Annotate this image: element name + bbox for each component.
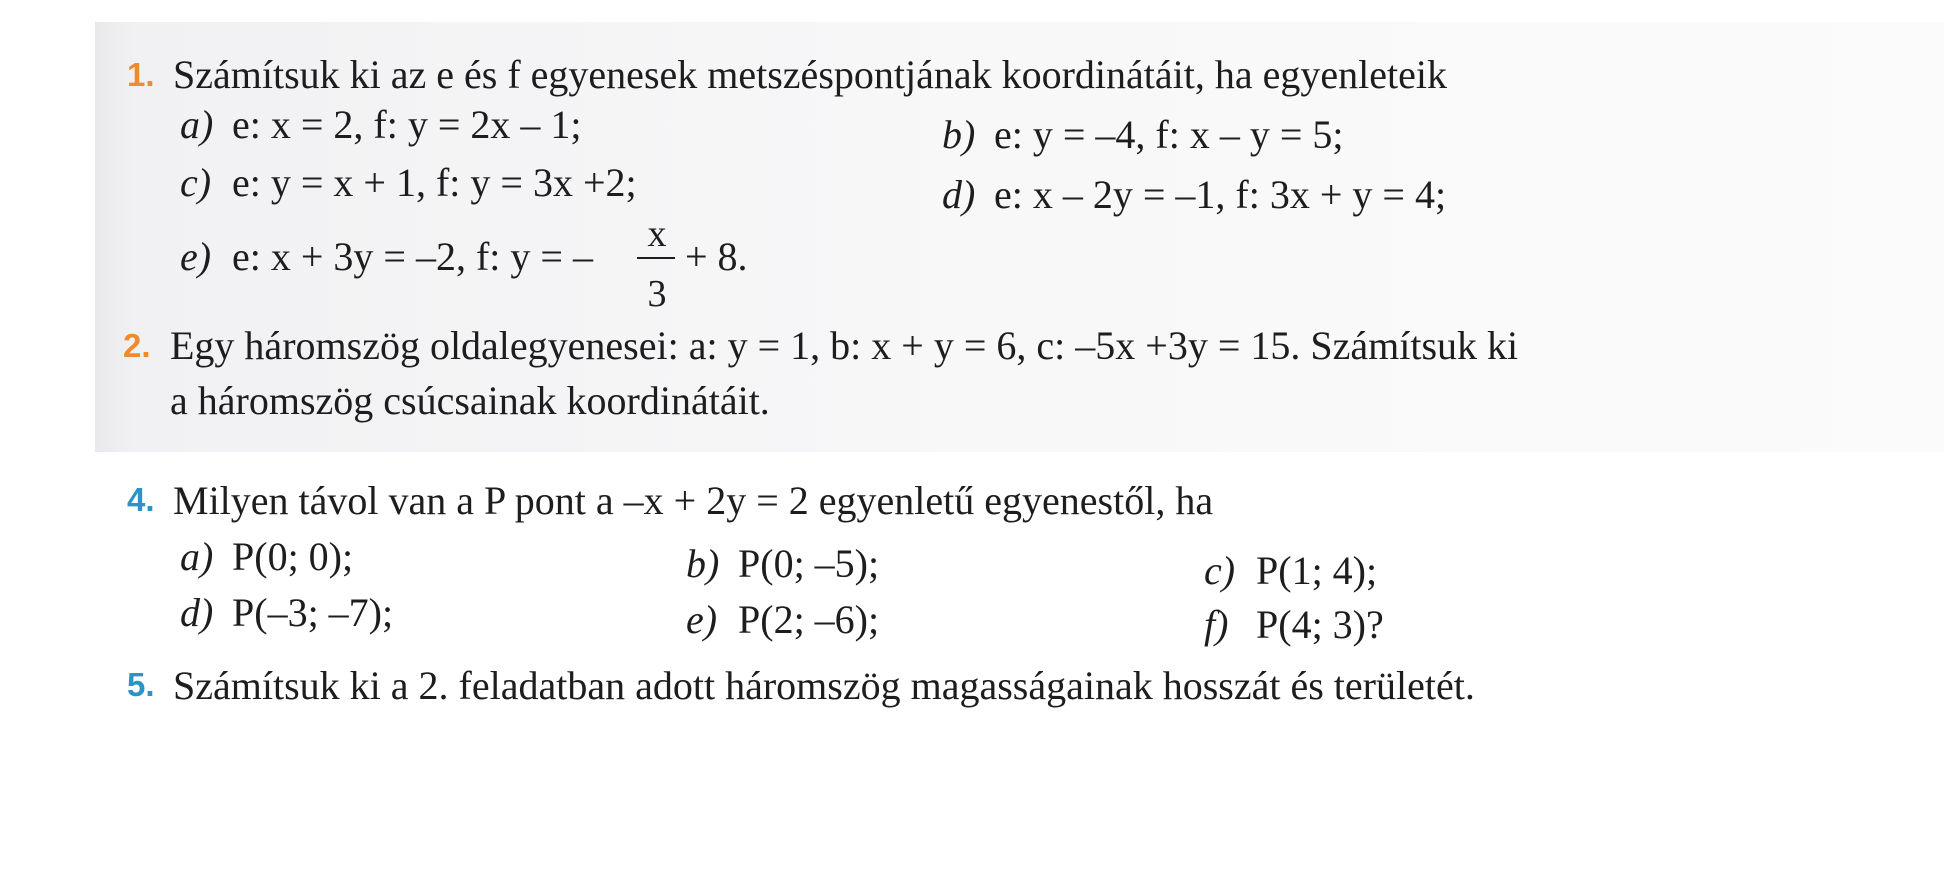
fraction-numerator: x xyxy=(647,213,667,255)
problem-1-text: Számítsuk ki az e és f egyenesek metszéspontjának koordinátáit, ha egyenleteik xyxy=(173,52,1448,97)
problem-4c xyxy=(1204,548,1377,594)
problem-4e xyxy=(686,597,879,643)
problem-1d-label: d) xyxy=(942,172,976,217)
problem-1c-label: c) xyxy=(180,160,212,205)
problem-5-number: 5. xyxy=(127,666,155,703)
problem-4c-label: c) xyxy=(1204,548,1236,593)
problem-2-line1: Egy háromszög oldalegyenesei: a: y = 1, b: x + y = 6, c: –5x +3y = 15. Számítsuk ki xyxy=(170,323,1519,368)
problem-1c-expr: e: y = x + 1, f: y = 3x +2; xyxy=(232,160,637,205)
problem-4b xyxy=(686,541,879,587)
problem-4-text: Milyen távol van a P pont a –x + 2y = 2 egyenletű egyenestől, ha xyxy=(173,478,1214,523)
problem-1b-label: b) xyxy=(942,112,976,157)
problem-4f-label: f) xyxy=(1204,602,1229,647)
problem-1e-expr-before: e: x + 3y = –2, f: y = – xyxy=(232,234,593,279)
fraction-bar xyxy=(637,257,675,259)
problem-4b-label: b) xyxy=(686,541,720,586)
problem-4e-label: e) xyxy=(686,597,718,642)
problem-1b-expr: e: y = –4, f: x – y = 5; xyxy=(994,112,1344,157)
problem-4a-label: a) xyxy=(180,534,214,579)
problem-1a-expr: e: x = 2, f: y = 2x – 1; xyxy=(232,102,582,147)
problem-4f-expr: P(4; 3)? xyxy=(1256,602,1384,647)
problem-1d xyxy=(942,172,1446,218)
problem-4d-label: d) xyxy=(180,590,214,635)
problem-4d xyxy=(180,590,393,636)
problem-2-number: 2. xyxy=(123,327,151,364)
problem-1b xyxy=(942,112,1344,158)
problem-1e-label: e) xyxy=(180,234,212,279)
problem-5-text: Számítsuk ki a 2. feladatban adott háromszög magasságainak hosszát és területét. xyxy=(173,663,1475,708)
problem-4a-expr: P(0; 0); xyxy=(232,534,354,579)
problem-4c-expr: P(1; 4); xyxy=(1256,548,1378,593)
problem-1d-expr: e: x – 2y = –1, f: 3x + y = 4; xyxy=(994,172,1447,217)
problem-2-line2: a háromszög csúcsainak koordinátáit. xyxy=(170,378,770,423)
problem-4f xyxy=(1204,602,1384,648)
problem-4a xyxy=(180,534,353,580)
fraction-denominator: 3 xyxy=(647,273,667,315)
problem-1a-label: a) xyxy=(180,102,214,147)
problem-4d-expr: P(–3; –7); xyxy=(232,590,394,635)
problem-4-number: 4. xyxy=(127,481,155,518)
problem-1a xyxy=(180,102,582,148)
problem-1e xyxy=(180,234,593,280)
problem-4b-expr: P(0; –5); xyxy=(738,541,880,586)
problem-1c xyxy=(180,160,637,206)
problem-1-number: 1. xyxy=(127,56,155,93)
problem-4e-expr: P(2; –6); xyxy=(738,597,880,642)
problem-1e-expr-after: + 8. xyxy=(685,234,748,279)
